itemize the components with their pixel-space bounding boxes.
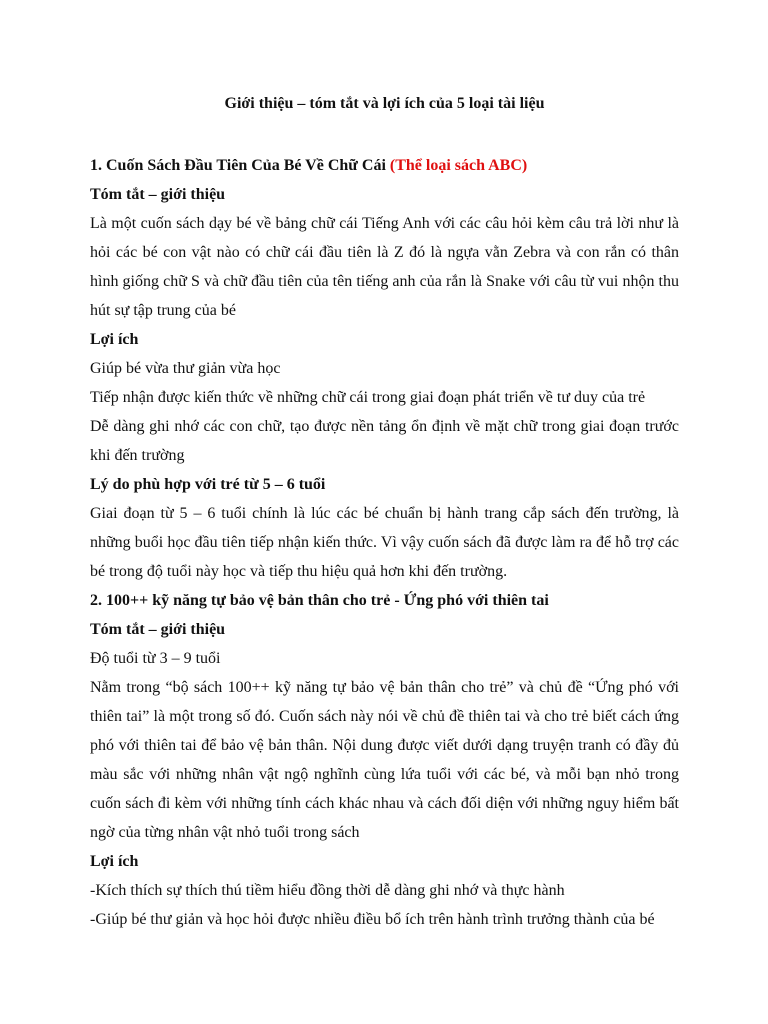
- section-1-benefit-label: Lợi ích: [90, 331, 139, 348]
- section-2-summary-text: Nằm trong “bộ sách 100++ kỹ năng tự bảo vệ bản thân cho trẻ” và chủ đề “Ứng phó với thiên tai” là một trong số đó. Cuốn sách này nói về chủ đề thiên tai và cho trẻ biết cách ứng phó với thiên tai để bảo vệ bản thân. Nội dung được viết dưới dạng truyện tranh có đầy đủ màu sắc với những nhân vật ngộ nghĩnh cùng lứa tuổi với các bé, và mỗi bạn nhỏ trong cuốn sách đi kèm với những tính cách khác nhau và cách đối diện với những nguy hiểm bất ngờ của từng nhân vật nhỏ tuổi trong sách: [90, 679, 679, 841]
- section-1-benefit-item: Giúp bé vừa thư giản vừa học: [90, 360, 281, 377]
- section-2-age-text: Độ tuổi từ 3 – 9 tuổi: [90, 650, 221, 667]
- document-page: [90, 90, 679, 934]
- section-2-benefit-item: -Giúp bé thư giản và học hỏi được nhiều điều bổ ích trên hành trình trưởng thành của bé: [90, 911, 655, 928]
- section-2-benefit-label: Lợi ích: [90, 853, 139, 870]
- section-1-summary-label: Tóm tắt – giới thiệu: [90, 186, 226, 203]
- section-2-benefit-item: -Kích thích sự thích thú tiềm hiểu đồng thời dễ dàng ghi nhớ và thực hành: [90, 882, 565, 899]
- document-title: Giới thiệu – tóm tắt và lợi ích của 5 loại tài liệu: [224, 95, 545, 112]
- section-2-heading: 2. 100++ kỹ năng tự bảo vệ bản thân cho trẻ - Ứng phó với thiên tai: [90, 592, 549, 609]
- section-1-benefit-item: Tiếp nhận được kiến thức về những chữ cái trong giai đoạn phát triển về tư duy của trẻ: [90, 389, 646, 406]
- section-1-reason-label: Lý do phù hợp với tré từ 5 – 6 tuổi: [90, 476, 326, 493]
- section-1-reason-text: Giai đoạn từ 5 – 6 tuổi chính là lúc các bé chuẩn bị hành trang cắp sách đến trường, là những buổi học đầu tiên tiếp nhận kiến thức. Vì vậy cuốn sách đã được làm ra để hỗ trợ các bé trong độ tuổi này học và tiếp thu hiệu quả hơn khi đến trường.: [90, 505, 679, 580]
- section-1-summary-text: Là một cuốn sách dạy bé về bảng chữ cái Tiếng Anh với các câu hỏi kèm câu trả lời như là hỏi các bé con vật nào có chữ cái đầu tiên là Z đó là ngựa vằn Zebra và con rắn có thân hình giống chữ S và chữ đầu tiên của tên tiếng anh của rắn là Snake với câu từ vui nhộn thu hút sự tập trung của bé: [90, 215, 679, 319]
- section-1-heading: [90, 151, 679, 180]
- section-2-summary-label: Tóm tắt – giới thiệu: [90, 621, 226, 638]
- section-1-benefit-item: Dễ dàng ghi nhớ các con chữ, tạo được nền tảng ổn định về mặt chữ trong giai đoạn trước khi đến trường: [90, 418, 679, 464]
- section-1-heading-text: 1. Cuốn Sách Đầu Tiên Của Bé Về Chữ Cái: [90, 157, 386, 174]
- section-1-genre-tag: (Thể loại sách ABC): [389, 157, 528, 174]
